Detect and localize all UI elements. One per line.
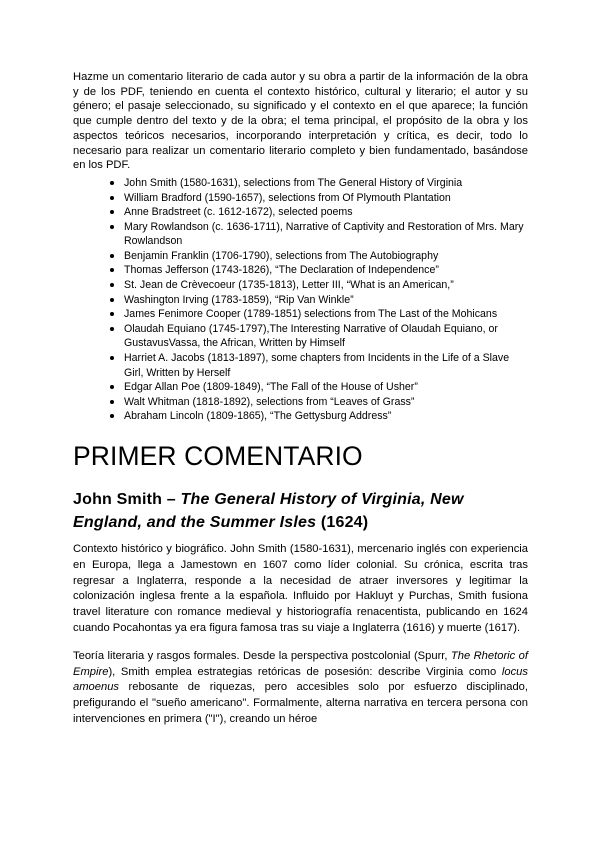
heading-work-title: The General History of Virginia, New England, and the Summer Isles — [73, 491, 464, 532]
list-item: William Bradford (1590-1657), selections from Of Plymouth Plantation — [110, 191, 528, 206]
intro-paragraph: Hazme un comentario literario de cada autor y su obra a partir de la información de la obra y de los PDF, teniendo en cuenta el contexto histórico, cultural y literario; el autor y su género; el pasaje seleccionado, su significado y el contexto en el que aparece; la función que cumple dentro del texto y de la obra; el tema principal, el propósito de la obra y los aspectos teóricos necesarios, incorporando interpretación y crítica, es decir, todo lo necesario para realizar un comentario literario completo y bien fundamentado, basándose en los PDF. — [73, 71, 528, 172]
list-item: Edgar Allan Poe (1809-1849), “The Fall of the House of Usher” — [110, 380, 528, 395]
paragraph-text: ), Smith emplea estrategias retóricas de posesión: describe Virginia como — [108, 665, 502, 678]
paragraph-italic-term: locus amoenus — [73, 665, 528, 694]
body-paragraph: Contexto histórico y biográfico. John Smith (1580-1631), mercenario inglés con experiencia en Europa, llega a Jamestown en 1607 como líder colonial. Su crónica, escrita tras regresar a Inglaterra, responde a la necesidad de atraer inversores y legitimar la colonización inglesa frente a la española. Influido por Hakluyt y Purchas, Smith fusiona travel literature con romance medieval y historiografía renacentista, publicando en 1624 cuando Pocahontas ya era figura famosa tras su viaje a Inglaterra (1616) y muerte (1617). — [73, 543, 528, 634]
list-item: Anne Bradstreet (c. 1612-1672), selected poems — [110, 205, 528, 220]
heading-author: John Smith – — [73, 491, 181, 509]
section-heading: PRIMER COMENTARIO — [73, 441, 363, 472]
list-item: St. Jean de Crèvecoeur (1735-1813), Letter III, “What is an American,” — [110, 278, 528, 293]
paragraph-text: rebosante de riquezas, pero accesibles solo por esfuerzo disciplinado, prefigurando el "sueño americano". Formalmente, alterna narrativa en tercera persona con intervenciones en primera ("I"), creando un héroe — [73, 681, 528, 725]
list-item: Washington Irving (1783-1859), “Rip Van Winkle” — [110, 293, 528, 308]
list-item: John Smith (1580-1631), selections from The General History of Virginia — [110, 176, 528, 191]
list-item: Olaudah Equiano (1745-1797),The Interesting Narrative of Olaudah Equiano, or GustavusVassa, the African, Written by Himself — [110, 322, 528, 351]
list-item: James Fenimore Cooper (1789-1851) selections from The Last of the Mohicans — [110, 307, 528, 322]
list-item: Walt Whitman (1818-1892), selections from “Leaves of Grass” — [110, 395, 528, 410]
list-item: Mary Rowlandson (c. 1636-1711), Narrative of Captivity and Restoration of Mrs. Mary Rowlandson — [110, 220, 528, 249]
subsection-heading — [73, 488, 528, 534]
body-paragraph — [73, 649, 528, 728]
list-item: Abraham Lincoln (1809-1865), “The Gettysburg Address” — [110, 409, 528, 424]
heading-year: (1624) — [316, 514, 369, 532]
paragraph-italic-title: The Rhetoric of Empire — [73, 649, 528, 678]
paragraph-text: Teoría literaria y rasgos formales. Desde la perspectiva postcolonial (Spurr, — [73, 649, 451, 662]
list-item: Harriet A. Jacobs (1813-1897), some chapters from Incidents in the Life of a Slave Girl, Written by Herself — [110, 351, 528, 380]
author-list — [73, 176, 528, 424]
list-item: Benjamin Franklin (1706-1790), selections from The Autobiography — [110, 249, 528, 264]
list-item: Thomas Jefferson (1743-1826), “The Declaration of Independence” — [110, 263, 528, 278]
